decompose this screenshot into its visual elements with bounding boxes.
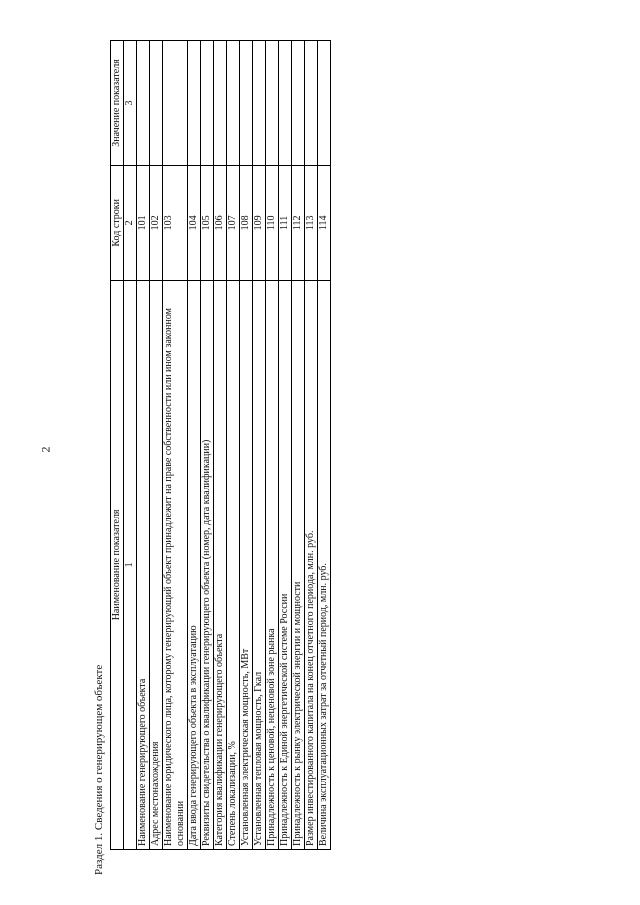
row-code: 103 [163,165,188,280]
indicator-name: Величина эксплуатационных затрат за отчетный период, млн. руб. [318,280,331,849]
indicator-value [305,41,318,166]
row-code: 106 [214,165,227,280]
row-code: 113 [305,165,318,280]
table-row [279,41,292,850]
row-code: 104 [188,165,201,280]
indicator-value [279,41,292,166]
indicator-name: Наименование юридического лица, которому генерирующий объект принадлежит на праве собственности или ином законном основании [163,280,188,849]
indicator-name: Реквизиты свидетельства о квалификации генерирующего объекта (номер, дата квалификации) [201,280,214,849]
table-row [163,41,188,850]
table-row [227,41,240,850]
indicator-name: Принадлежность к ценовой, неценовой зоне рынка [266,280,279,849]
header-row-code: Код строки [111,165,124,280]
table-row [150,41,163,850]
column-number-1: 1 [124,280,137,849]
indicator-name: Дата ввода генерирующего объекта в эксплуатацию [188,280,201,849]
table-row [188,41,201,850]
indicator-value [150,41,163,166]
indicator-name: Степень локализации, % [227,280,240,849]
section-title: Раздел 1. Сведения о генерирующем объекте [93,664,105,875]
indicator-value [318,41,331,166]
indicator-name: Принадлежность к Единой энергетической системе России [279,280,292,849]
indicator-value [240,41,253,166]
column-number-row [124,41,137,850]
header-indicator-name: Наименование показателя [111,280,124,849]
table-row [292,41,305,850]
indicator-value [227,41,240,166]
table-row [201,41,214,850]
indicator-name: Размер инвестированного капитала на конец отчетного периода, млн. руб. [305,280,318,849]
column-number-3: 3 [124,41,137,166]
row-code: 107 [227,165,240,280]
indicator-name: Принадлежность к рынку электрической энергии и мощности [292,280,305,849]
indicator-value [201,41,214,166]
table-row [214,41,227,850]
table-row [305,41,318,850]
row-code: 111 [279,165,292,280]
row-code: 110 [266,165,279,280]
table-row [240,41,253,850]
indicator-name: Установленная электрическая мощность, МВт [240,280,253,849]
row-code: 114 [318,165,331,280]
header-indicator-value: Значение показателя [111,41,124,166]
table-row [137,41,150,850]
indicator-value [137,41,150,166]
column-number-2: 2 [124,165,137,280]
generating-object-table [110,40,331,850]
row-code: 101 [137,165,150,280]
rotated-page-content [60,45,580,875]
table-row [318,41,331,850]
row-code: 102 [150,165,163,280]
header-row [111,41,124,850]
row-code: 112 [292,165,305,280]
row-code: 109 [253,165,266,280]
indicator-value [214,41,227,166]
row-code: 108 [240,165,253,280]
row-code: 105 [201,165,214,280]
indicator-name: Установленная тепловая мощность, Гкал [253,280,266,849]
table-row [253,41,266,850]
indicator-name: Адрес местонахождения [150,280,163,849]
indicator-name: Наименование генерирующего объекта [137,280,150,849]
indicator-name: Категория квалификации генерирующего объекта [214,280,227,849]
table-row [266,41,279,850]
page-number: 2 [38,446,53,453]
indicator-value [266,41,279,166]
indicator-value [163,41,188,166]
indicator-value [188,41,201,166]
indicator-value [253,41,266,166]
indicator-value [292,41,305,166]
